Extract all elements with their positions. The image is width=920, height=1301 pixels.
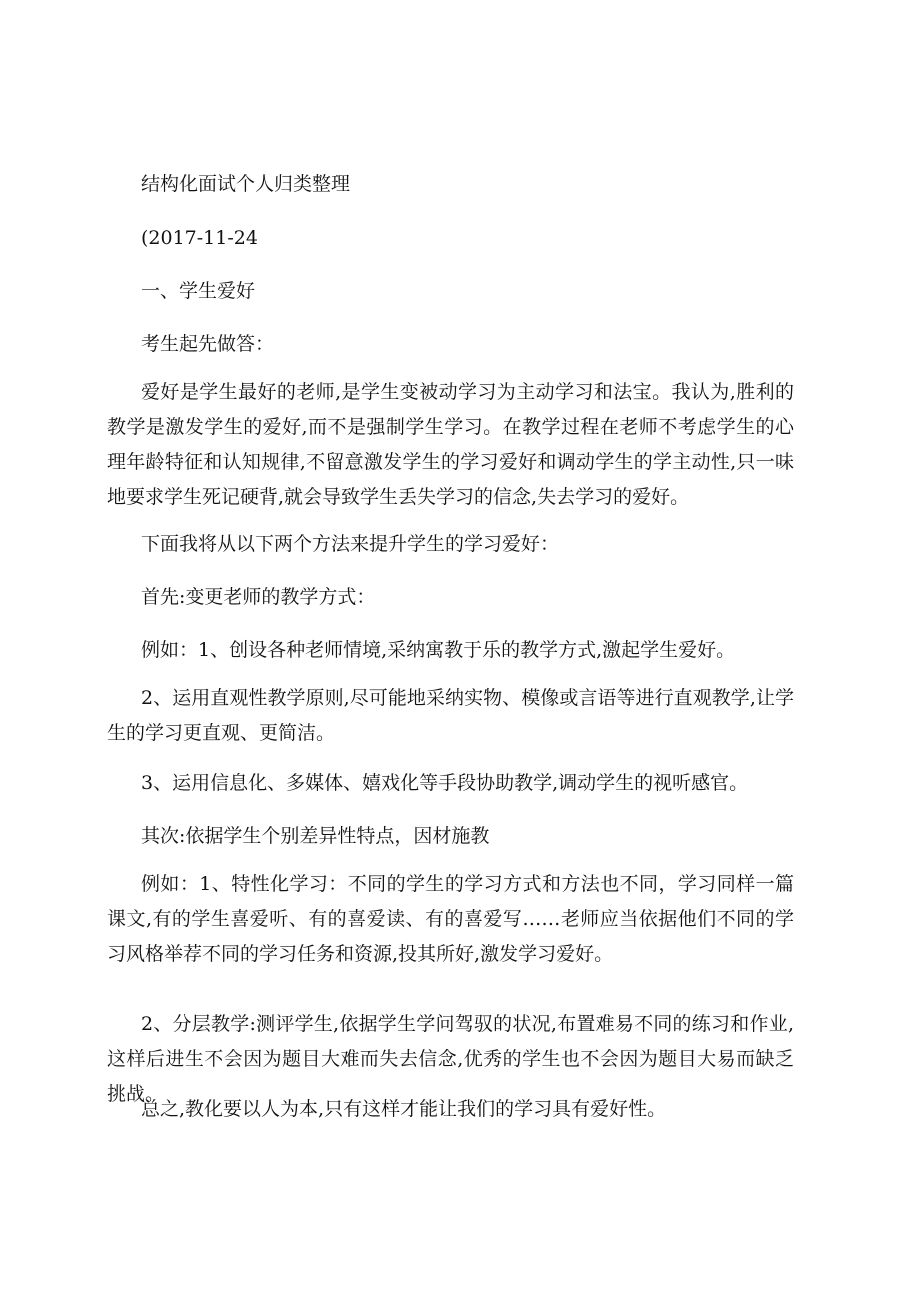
first-method-item-3: 3、运用信息化、多媒体、嬉戏化等手段协助教学,调动学生的视听感官。 [141,772,749,794]
prompt-label: 考生起先做答： [141,333,275,355]
conclusion-paragraph: 总之,教化要以人为本,只有这样才能让我们的学习具有爱好性。 [141,1098,667,1120]
document-date: (2017-11-24 [141,227,258,249]
first-method-item-1: 例如：1、创设各种老师情境,采纳寓教于乐的教学方式,激起学生爱好。 [141,639,736,661]
document-title: 结构化面试个人归类整理 [141,173,351,195]
first-method-item-2: 2、运用直观性教学原则,尽可能地采纳实物、模像或言语等进行直观教学,让学生的学习更直观、更简洁。 [107,687,794,744]
first-method-heading: 首先:变更老师的教学方式： [141,586,376,608]
second-method-item-1: 例如：1、特性化学习：不同的学生的学习方式和方法也不同，学习同样一篇课文,有的学生喜爱听、有的喜爱读、有的喜爱写……老师应当依据他们不同的学习风格举荐不同的学习任务和资源,投其所好,激发学习爱好。 [107,873,794,965]
intro-paragraph: 爱好是学生最好的老师,是学生变被动学习为主动学习和法宝。我认为,胜利的教学是激发学生的爱好,而不是强制学生学习。在教学过程在老师不考虑学生的心理年龄特征和认知规律,不留意激发学生的学习爱好和调动学生的学主动性,只一味地要求学生死记硬背,就会导致学生丢失学习的信念,失去学习的爱好。 [107,381,794,508]
second-method-heading: 其次:依据学生个别差异性特点，因材施教 [141,825,490,847]
transition-paragraph: 下面我将从以下两个方法来提升学生的学习爱好： [141,533,560,555]
section-heading: 一、学生爱好 [141,280,256,302]
second-method-item-2: 2、分层教学:测评学生,依据学生学问驾驭的状况,布置难易不同的练习和作业,这样后进生不会因为题目大难而失去信念,优秀的学生也不会因为题目大易而缺乏挑战。 [107,1013,794,1105]
